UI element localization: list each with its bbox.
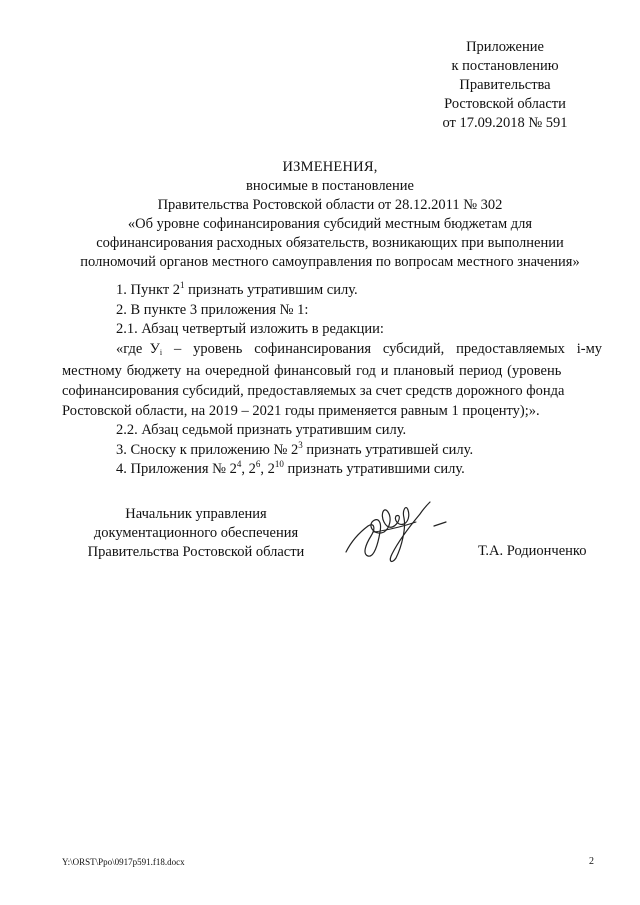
paragraph-3: 2.1. Абзац четвертый изложить в редакции:: [116, 321, 384, 338]
superscript: 4: [236, 459, 242, 470]
quote-line: софинансирования субсидий, предоставляемых за счет средств дорожного фонда: [62, 382, 565, 399]
paragraph-5: [62, 441, 602, 461]
appendix-line: Правительства: [459, 77, 551, 93]
document-body: [62, 281, 602, 480]
paragraph-text: 3. Сноску к приложению № 2: [116, 441, 299, 458]
paragraph-text: признать утратившим силу.: [184, 282, 358, 298]
appendix-line: Приложение: [466, 39, 544, 55]
paragraph-2: 2. В пункте 3 приложения № 1:: [116, 301, 309, 318]
paragraph-1: [62, 281, 602, 301]
paragraph-text: 1. Пункт 2: [116, 282, 181, 298]
quote-line: [62, 340, 602, 363]
paragraph-text: признать утратившими силу.: [283, 461, 465, 478]
quoted-paragraph: [62, 340, 602, 421]
signatory-title: [66, 505, 326, 562]
document-title: [50, 158, 610, 272]
footer-file-path: Y:\ORST\Ppo\0917p591.f18.docx: [62, 857, 185, 867]
superscript: 10: [274, 459, 284, 470]
paragraph-text: , 2: [260, 461, 275, 478]
title-line: вносимые в постановление: [246, 178, 414, 194]
paragraph-text: 4. Приложения № 2: [116, 461, 237, 478]
paragraph-text: признать утратившей силу.: [302, 441, 474, 458]
title-heading: ИЗМЕНЕНИЯ,: [282, 159, 378, 175]
quote-line: Ростовской области, на 2019 – 2021 годы применяется равным 1 проценту);».: [62, 402, 540, 419]
signatory-line: документационного обеспечения: [93, 525, 299, 541]
title-line: полномочий органов местного самоуправления по вопросам местного значения»: [80, 254, 580, 270]
handwritten-signature: [338, 492, 456, 570]
superscript: 1: [180, 280, 185, 290]
superscript: 3: [298, 439, 303, 450]
quote-line: местному бюджету на очередной финансовый год и плановый период (уровень: [62, 363, 562, 380]
appendix-header: [410, 38, 600, 133]
subscript: i: [159, 347, 163, 357]
paragraph-6: [62, 460, 602, 480]
title-line: «Об уровне софинансирования субсидий местным бюджетам для: [127, 216, 533, 232]
appendix-line: Ростовской области: [444, 96, 566, 112]
signatory-name: Т.А. Родионченко: [478, 543, 587, 559]
appendix-line: от 17.09.2018 № 591: [442, 115, 568, 131]
signatory-line: Правительства Ростовской области: [87, 544, 305, 560]
signatory-line: Начальник управления: [125, 506, 267, 522]
page-number: 2: [589, 856, 594, 867]
title-line: софинансирования расходных обязательств, возникающих при выполнении: [96, 235, 564, 251]
appendix-line: к постановлению: [451, 58, 559, 74]
paragraph-text: , 2: [241, 461, 256, 478]
paragraph-text: – уровень софинансирования субсидий, предоставляемых i-му: [162, 340, 602, 357]
title-line: Правительства Ростовской области от 28.12.2011 № 302: [157, 197, 503, 213]
superscript: 6: [255, 459, 261, 470]
paragraph-4: 2.2. Абзац седьмой признать утратившим силу.: [116, 422, 407, 439]
paragraph-text: «где У: [116, 340, 160, 357]
